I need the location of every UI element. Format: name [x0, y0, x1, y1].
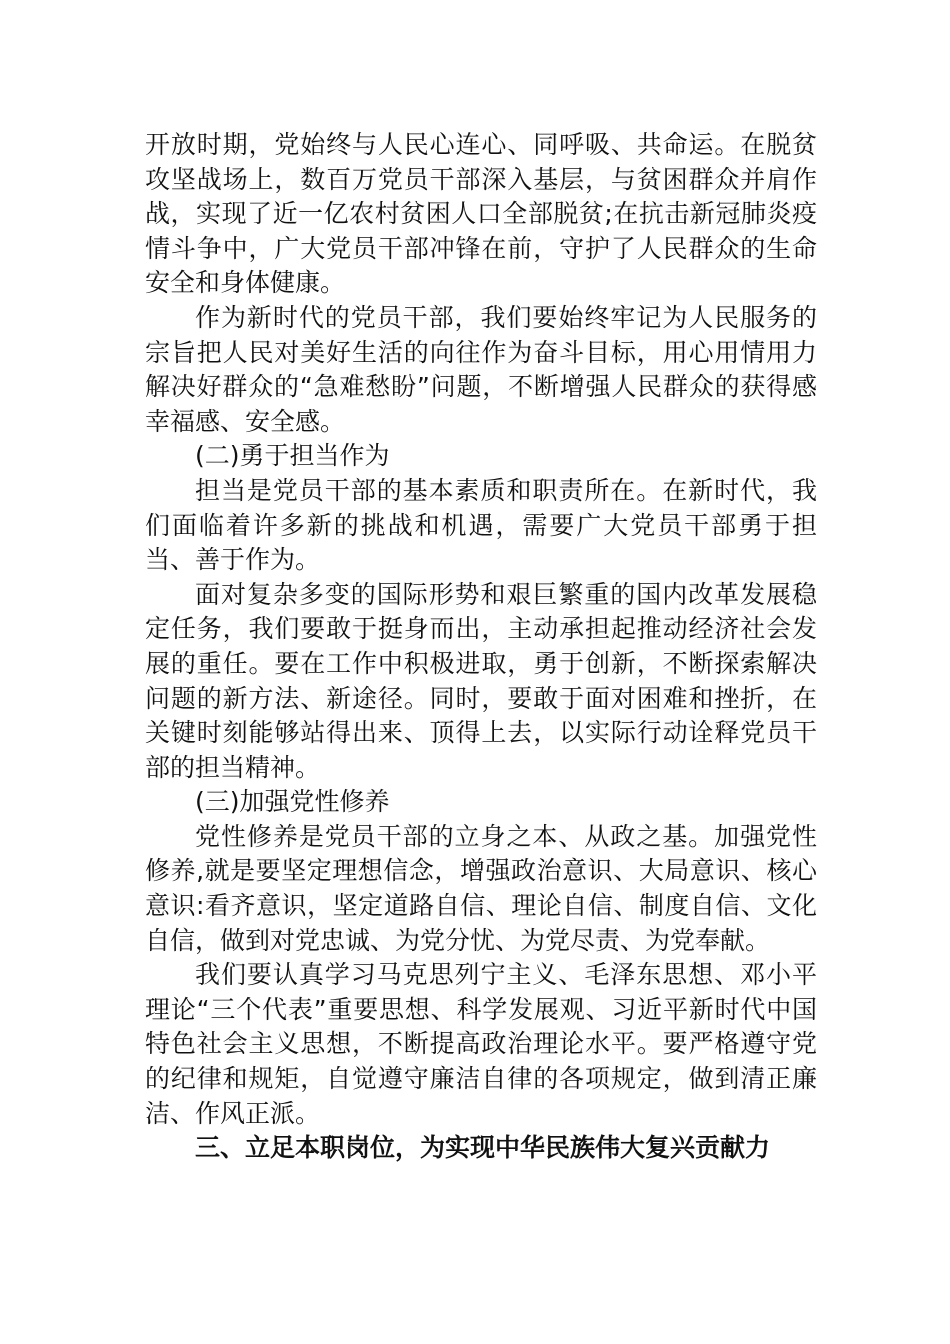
paragraph: 面对复杂多变的国际形势和艰巨繁重的国内改革发展稳定任务，我们要敢于挺身而出，主动承担起推动经济社会发展的重任。要在工作中积极进取，勇于创新，不断探索解决问题的新方法、新途径。同时，要敢于面对困难和挫折，在关键时刻能够站得出来、顶得上去，以实际行动诠释党员干部的担当精神。: [145, 579, 817, 782]
paragraph: 作为新时代的党员干部，我们要始终牢记为人民服务的宗旨把人民对美好生活的向往作为奋斗目标，用心用情用力解决好群众的“急难愁盼”问题，不断增强人民群众的获得感幸福感、安全感。: [145, 302, 817, 436]
section-subheading: (三)加强党性修养: [195, 787, 390, 817]
paragraph: 我们要认真学习马克思列宁主义、毛泽东思想、邓小平理论“三个代表”重要思想、科学发展观、习近平新时代中国特色社会主义思想，不断提高政治理论水平。要严格遵守党的纪律和规矩，自觉遵守廉洁自律的各项规定，做到清正廉洁、作风正派。: [145, 960, 817, 1128]
paragraph-continued: 开放时期，党始终与人民心连心、同呼吸、共命运。在脱贫攻坚战场上，数百万党员干部深入基层，与贫困群众并肩作战，实现了近一亿农村贫困人口全部脱贫;在抗击新冠肺炎疫情斗争中，广大党员干部冲锋在前，守护了人民群众的生命安全和身体健康。: [145, 130, 817, 298]
paragraph: 党性修养是党员干部的立身之本、从政之基。加强党性修养,就是要坚定理想信念，增强政治意识、大局意识、核心意识:看齐意识，坚定道路自信、理论自信、制度自信、文化自信，做到对党忠诚、为党分忧、为党尽责、为党奉献。: [145, 821, 817, 955]
paragraph: 担当是党员干部的基本素质和职责所在。在新时代，我们面临着许多新的挑战和机遇，需要广大党员干部勇于担当、善于作为。: [145, 475, 817, 575]
section-subheading: (二)勇于担当作为: [195, 441, 390, 471]
document-body: [145, 128, 817, 1166]
section-heading: 三、立足本职岗位，为实现中华民族伟大复兴贡献力: [195, 1133, 771, 1163]
